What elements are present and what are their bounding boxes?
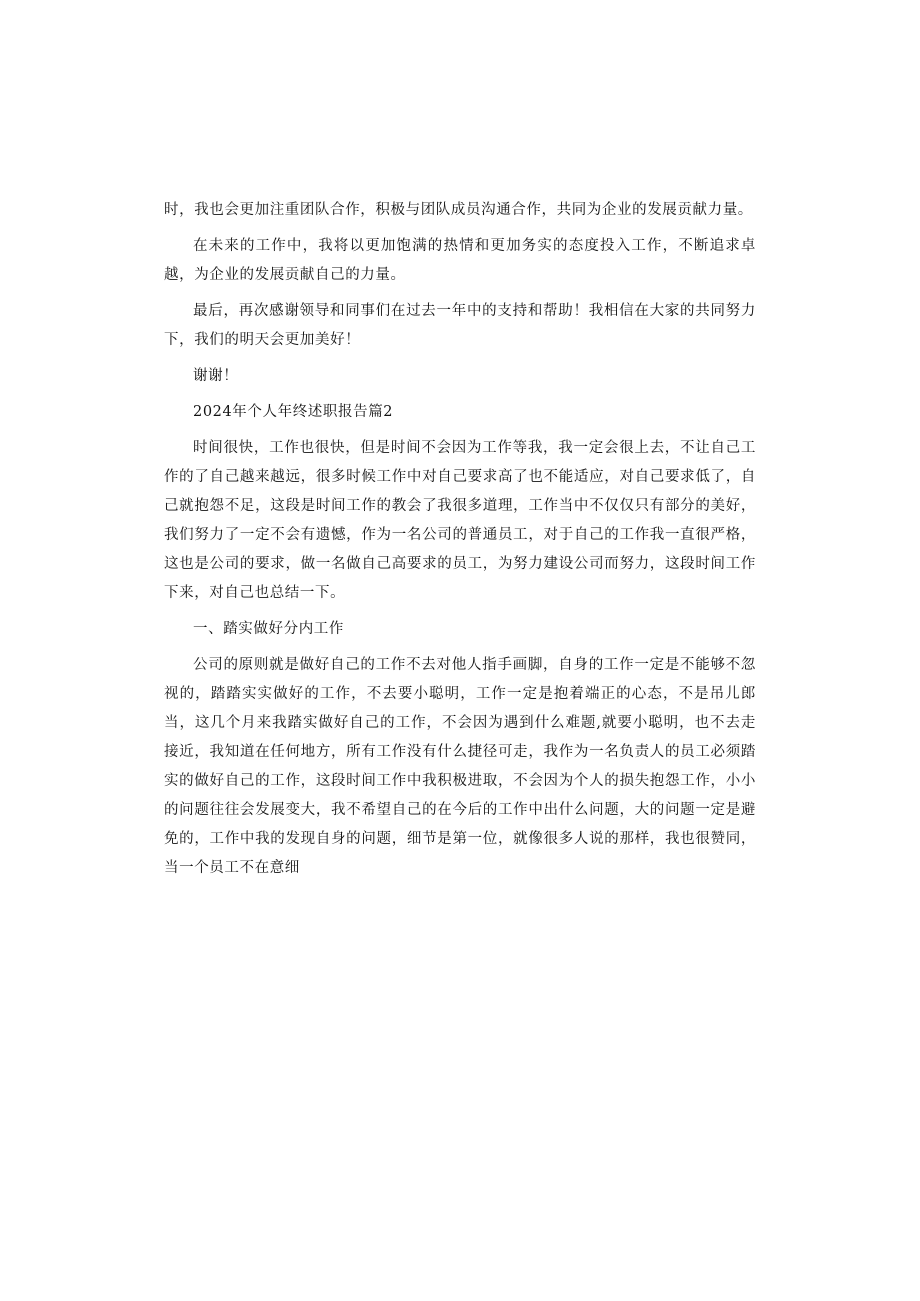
paragraph-thanks-colleagues: 最后，再次感谢领导和同事们在过去一年中的支持和帮助！我相信在大家的共同努力下，我们的明天会更加美好！ <box>164 303 756 348</box>
section-title-report-2: 2024年个人年终述职报告篇2 <box>193 404 394 420</box>
section-heading-1: 一、踏实做好分内工作 <box>193 621 344 637</box>
paragraph-continuation: 时，我也会更加注重团队合作，积极与团队成员沟通合作，共同为企业的发展贡献力量。 <box>164 202 753 218</box>
paragraph-future-work: 在未来的工作中，我将以更加饱满的热情和更加务实的态度投入工作，不断追求卓越，为企业的发展贡献自己的力量。 <box>164 238 756 283</box>
paragraph-thank-you: 谢谢！ <box>193 368 239 384</box>
document-body <box>164 196 756 890</box>
paragraph-time-passes: 时间很快，工作也很快，但是时间不会因为工作等我，我一定会很上去，不让自己工作的了自己越来越远，很多时候工作中对自己要求高了也不能适应，对自己要求低了，自己就抱怨不足，这段是时间工作的教会了我很多道理，工作当中不仅仅只有部分的美好，我们努力了一定不会有遗憾，作为一名公司的普通员工，对于自己的工作我一直很严格，这也是公司的要求，做一名做自己高要求的员工，为努力建设公司而努力，这段时间工作下来，对自己也总结一下。 <box>164 440 756 601</box>
paragraph-company-principles: 公司的原则就是做好自己的工作不去对他人指手画脚，自身的工作一定是不能够不忽视的，踏踏实实做好的工作，不去要小聪明，工作一定是抱着端正的心态，不是吊儿郎当，这几个月来我踏实做好自己的工作，不会因为遇到什么难题,就要小聪明，也不去走接近，我知道在任何地方，所有工作没有什么捷径可走，我作为一名负责人的员工必须踏实的做好自己的工作，这段时间工作中我积极进取，不会因为个人的损失抱怨工作，小小的问题往往会发展变大，我不希望自己的在今后的工作中出什么问题，大的问题一定是避免的，工作中我的发现自身的问题，细节是第一位，就像很多人说的那样，我也很赞同，当一个员工不在意细 <box>164 657 756 876</box>
